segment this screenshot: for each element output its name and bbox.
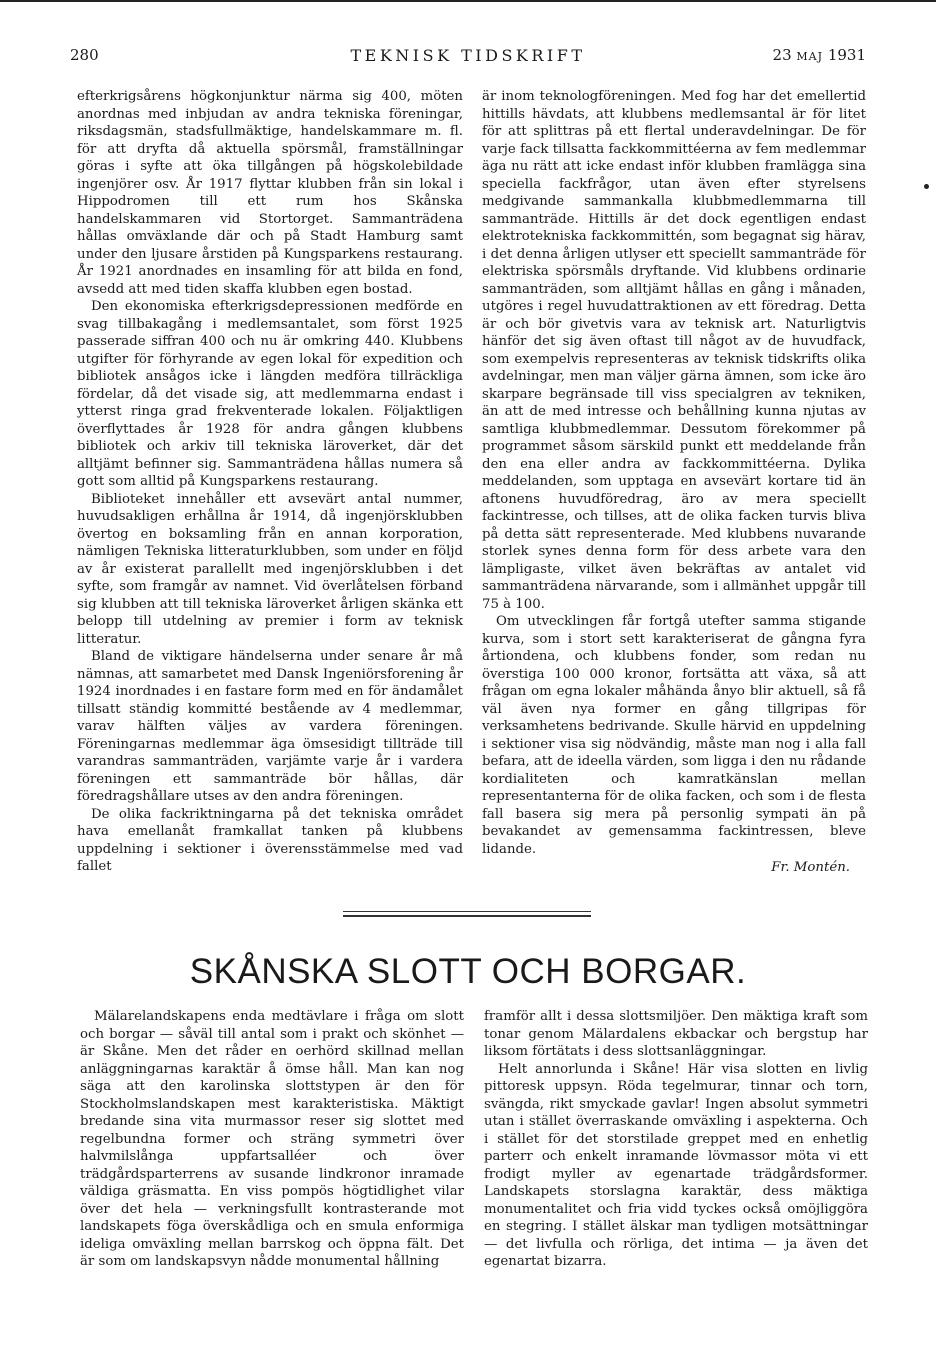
issue-date (773, 46, 866, 64)
article2-column-right (484, 1008, 868, 1271)
article1-column-left (77, 88, 463, 876)
section-divider-thick (343, 915, 591, 917)
paragraph: Mälarelandskapens enda medtävlare i fråga om slott och borgar — såväl till antal som i prakt och skönhet — är Skåne. Men det råder en oerhörd skillnad mellan anläggningarnas karaktär å ömse håll. Man kan nog säga att den karolinska slottstypen är den för Stockholmslandskapen mest karakteristiska. Mäktigt bredande sina vita murmassor reser sig slottet med regelbundna former och sträng symmetri över halvmilslånga uppfartsalléer och över trädgårdsparterrens av susande lindkronor inramade väldiga gräsmatta. En viss pompös högtidlighet vilar över det hela — verkningsfullt kontrasterande mot landskapets föga överskådliga och en smula enformiga ideliga omväxling mellan barrskog och öppna fält. Det är som om landskapsvyn nådde monumental hållning (80, 1009, 464, 1269)
paragraph: är inom teknologföreningen. Med fog har det emellertid hittills hävdats, att klubbens medlemsantal är för litet för att splittras på ett flertal underavdelningar. De för varje fack tillsatta fackkommittéerna av fem medlemmar äga nu rätt att icke endast inför klubben framlägga sina speciella fackfrågor, utan även efter styrelsens medgivande sammankalla klubbmedlemmarna till sammanträde. Hittills är det dock egentligen endast elektrotekniska fackkommittén, som begagnat sig härav, i det denna årligen utlyser ett speciellt sammanträde för elektriska spörsmåls dryftande. Vid klubbens ordinarie sammanträden, som alltjämt hållas en gång i månaden, utgöres i regel huvudattraktionen av ett föredrag. Detta är och bör givetvis vara av teknisk art. Naturligtvis hänför det sig även oftast till något av de huvudfack, som exempelvis representeras av teknisk tidskrifts olika avdelningar, men man väljer gärna ämnen, som icke äro skarpare begränsade till viss specialgren av tekniken, än att de med intresse och behållning kunna njutas av samtliga klubbmedlemmar. Dessutom förekommer på programmet såsom särskild punkt ett meddelande från den ena eller andra av fackkommittéerna. Dylika meddelanden, som upptaga en avsevärt kortare tid än aftonens huvudföredrag, äro av mera speciellt fackintresse, och tillses, att de olika facken turvis bliva på detta sätt representerade. Med klubbens nuvarande storlek synes denna form för dess arbete vara den lämpligaste, vilket även bekräftas av antalet vid sammanträdena närvarande, som i allmänhet uppgår till 75 à 100. (482, 89, 866, 612)
paragraph: Helt annorlunda i Skåne! Här visa slotten en livlig pittoresk uppsyn. Röda tegelmurar, tinnar och torn, svängda, rikt smyckade gavlar! Ingen absolut symmetri utan i stället överraskande omväxling i aspekterna. Och i stället för det storstilade greppet med en enhetlig parterr och enkelt inramande lövmassor möta vi ett frodigt myller av egenartade trädgårdsformer. Landskapets storslagna karaktär, dess mäktiga monumentalitet och fria vidd tyckes också omöjliggöra en stegring. I stället älskar man tydligen motsättningar — det livfulla och rörliga, det intima — ja även det egenartat bizarra. (484, 1061, 868, 1269)
page-number: 280 (70, 46, 99, 64)
article-title: SKÅNSKA SLOTT OCH BORGAR. (189, 952, 747, 991)
paragraph: Den ekonomiska efterkrigsdepressionen medförde en svag tillbakagång i medlemsantalet, som först 1925 passerade siffran 400 och nu är omkring 440. Klubbens utgifter för förhyrande av egen lokal för expedition och bibliotek ansågos icke i längden medföra tillräckliga fördelar, då det visade sig, att medlemmarna endast i ytterst ringa grad frekventerade lokalen. Följaktligen överflyttades år 1928 för andra gången klubbens bibliotek och arkiv till tekniska läroverket, där det alltjämt befinner sig. Sammanträdena hållas numera så gott som alltid på Kungsparkens restaurang. (77, 299, 463, 489)
date-month: MAJ (796, 50, 824, 63)
paragraph: efterkrigsårens högkonjunktur närma sig 400, möten anordnas med inbjudan av andra tekniska föreningar, riksdagsmän, stadsfullmäktige, handelskammare m. fl. för att dryfta då aktuella spörsmål, framställningar göras i syfte att öka tillgången på högskolebildade ingenjörer osv. År 1917 flyttar klubben från sin lokal i Hippodromen till ett rum hos Skånska handelskammaren vid Stortorget. Sammanträdena hållas omväxlande där och på Stadt Hamburg samt under den ljusare årstiden på Kungsparkens restaurang. År 1921 anordnades en insamling för att bilda en fond, avsedd att med tiden skaffa klubben egen bostad. (77, 89, 463, 297)
date-year: 1931 (827, 46, 866, 64)
section-divider-thin (343, 911, 591, 912)
paragraph: De olika fackriktningarna på det tekniska området hava emellanåt framkallat tanken på klubbens uppdelning i sektioner i överensstämmelse med vad fallet (77, 806, 463, 874)
top-border-line (0, 0, 936, 2)
paragraph: Biblioteket innehåller ett avsevärt antal nummer, huvudsakligen erhållna år 1914, då ingenjörsklubben övertog en boksamling från en annan korporation, nämligen Tekniska litteraturklubben, som under en följd av år existerat parallellt med ingenjörsklubben i det syfte, som framgår av namnet. Vid överlåtelsen förband sig klubben att till tekniska läroverket årligen skänka ett belopp till utdelning av premier i form av teknisk litteratur. (77, 491, 463, 647)
journal-title: TEKNISK TIDSKRIFT (350, 46, 586, 65)
paragraph: framför allt i dessa slottsmiljöer. Den mäktiga kraft som tonar genom Mälardalens ekbackar och bergstup har liksom förtätats i dess slottsanläggningar. (484, 1009, 868, 1059)
paragraph: Bland de viktigare händelserna under senare år må nämnas, att samarbetet med Dansk Ingeniörsforening år 1924 inordnades i en fastare form med en för ändamålet tillsatt ständig kommitté bestående av 4 medlemmar, varav hälften väljes av vardera föreningen. Föreningarnas medlemmar äga ömsesidigt tillträde till varandras sammanträden, varjämte varje år i vardera föreningen ett sammanträde bör hållas, där föredragshållare utses av den andra föreningen. (77, 649, 463, 804)
article2-column-left (80, 1008, 464, 1271)
author-signature: Fr. Montén. (771, 860, 850, 875)
paragraph: Om utvecklingen får fortgå utefter samma stigande kurva, som i stort sett karakteriserat de gångna fyra årtiondena, och klubbens fonder, som redan nu överstiga 100 000 kronor, fortsätta att växa, så att frågan om egna lokaler måhända ånyo blir aktuell, så få väl även nya former en gång tillgripas för verksamhetens bedrivande. Skulle härvid en uppdelning i sektioner visa sig nödvändig, måste man nog i alla fall befara, att de ideella värden, som ligga i den nu rådande kordialiteten och kamratkänslan mellan representanterna för de olika facken, och som i de flesta fall basera sig mera på personlig sympati än på bevakandet av gemensamma fackintressen, bleve lidande. (482, 614, 866, 857)
running-header (70, 46, 866, 70)
date-day: 23 (772, 46, 792, 64)
margin-dot (924, 184, 929, 189)
article1-column-right (482, 88, 866, 877)
